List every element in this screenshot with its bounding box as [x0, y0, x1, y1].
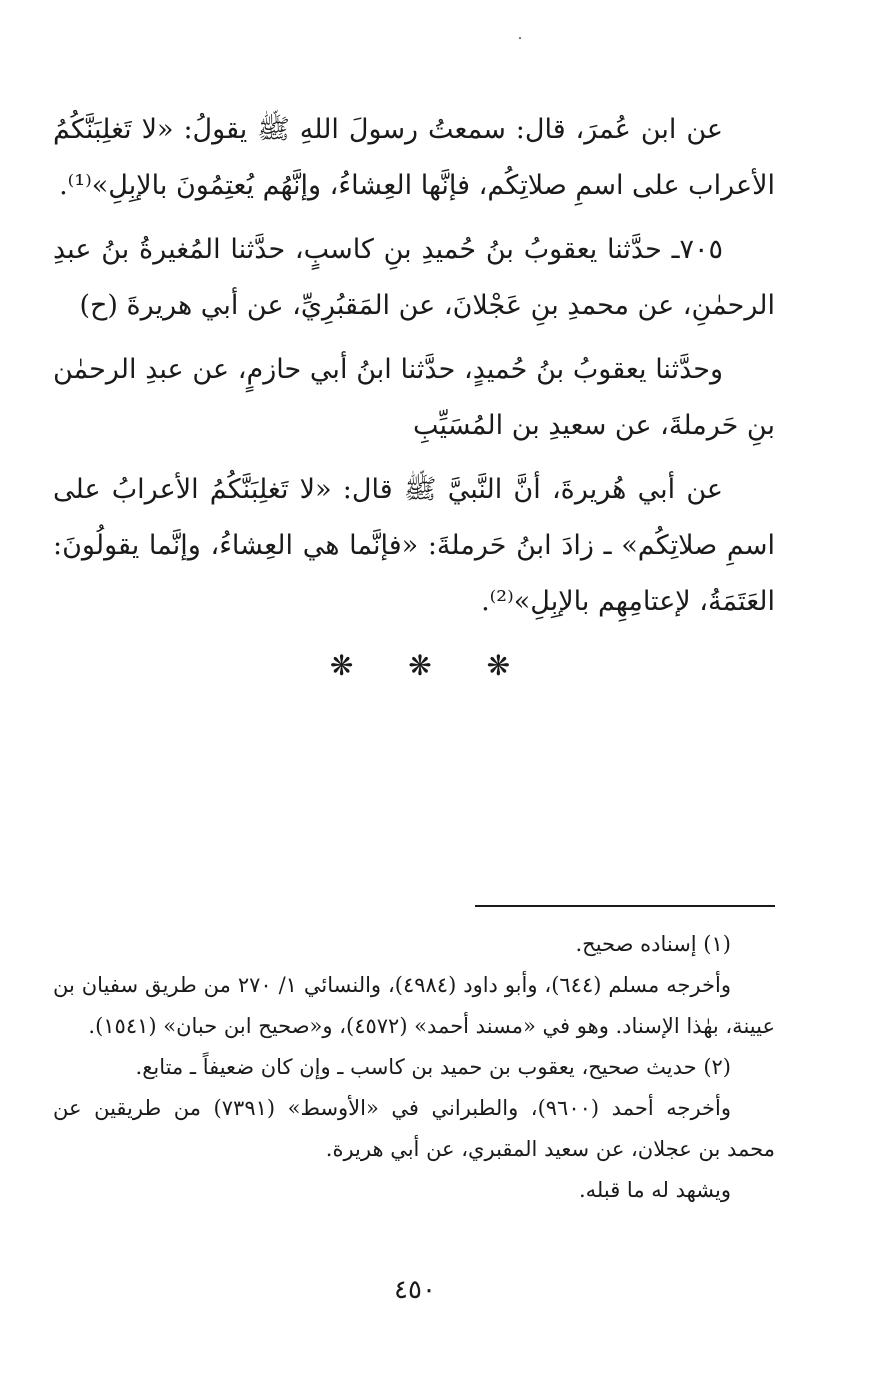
paragraph-hadith-abu-hurayra: عن أبي هُريرةَ، أنَّ النَّبيَّ ﷺ قال: «لا تَغلِبَنَّكُمُ الأعرابُ على اسمِ صلاتِكُم» ـ زادَ ابنُ حَرملةَ: «فإنَّما هي العِشاءُ، وإنَّما يقولُونَ: العَتَمَةُ، لإعتامِهِم بالإبِلِ»⁽²⁾. — [53, 474, 775, 617]
footnote-2-body: وأخرجه أحمد (٩٦٠٠)، والطبراني في «الأوسط» (٧٣٩١) من طريقين عن محمد بن عجلان، عن سعيد المقبري، عن أبي هريرة. — [53, 1096, 775, 1161]
main-text — [53, 102, 775, 638]
footnote-1-body: وأخرجه مسلم (٦٤٤)، وأبو داود (٤٩٨٤)، والنسائي ١/ ٢٧٠ من طريق سفيان بن عيينة، بهٰذا الإسناد. وهو في «مسند أحمد» (٤٥٧٢)، و«صحيح ابن حبان» (١٥٤١). — [53, 973, 775, 1038]
footnote-rule — [475, 905, 775, 907]
footnote-2-head: (٢) حديث صحيح، يعقوب بن حميد بن كاسب ـ وإن كان ضعيفاً ـ متابع. — [135, 1055, 731, 1079]
footnote-2-extra: ويشهد له ما قبله. — [578, 1178, 731, 1202]
paragraph-hadith-705-isnad: ٧٠٥ـ حدَّثنا يعقوبُ بنُ حُميدِ بنِ كاسبٍ، حدَّثنا المُغيرةُ بنُ عبدِ الرحمٰنِ، عن محمدِ بنِ عَجْلانَ، عن المَقبُرِيِّ، عن أبي هريرةَ (ح) — [53, 234, 775, 321]
footnote-1-head: (١) إسناده صحيح. — [575, 932, 731, 956]
paragraph-hadith-ibn-umar: عن ابن عُمرَ، قال: سمعتُ رسولَ اللهِ ﷺ يقولُ: «لا تَغلِبَنَّكُمُ الأعراب على اسمِ صلاتِكُم، فإنَّها العِشاءُ، وإنَّهُم يُعتِمُونَ بالإبِلِ»⁽¹⁾. — [53, 114, 775, 201]
top-mark: ٠ — [516, 30, 524, 46]
section-separator: ❋ ❋ ❋ — [329, 649, 519, 682]
paragraph-second-isnad: وحدَّثنا يعقوبُ بنُ حُميدٍ، حدَّثنا ابنُ أبي حازمٍ، عن عبدِ الرحمٰن بنِ حَرملةَ، عن سعيدِ بن المُسَيِّبِ — [53, 354, 775, 441]
footnotes — [53, 924, 775, 1211]
page-number: ٤٥٠ — [394, 1275, 436, 1305]
